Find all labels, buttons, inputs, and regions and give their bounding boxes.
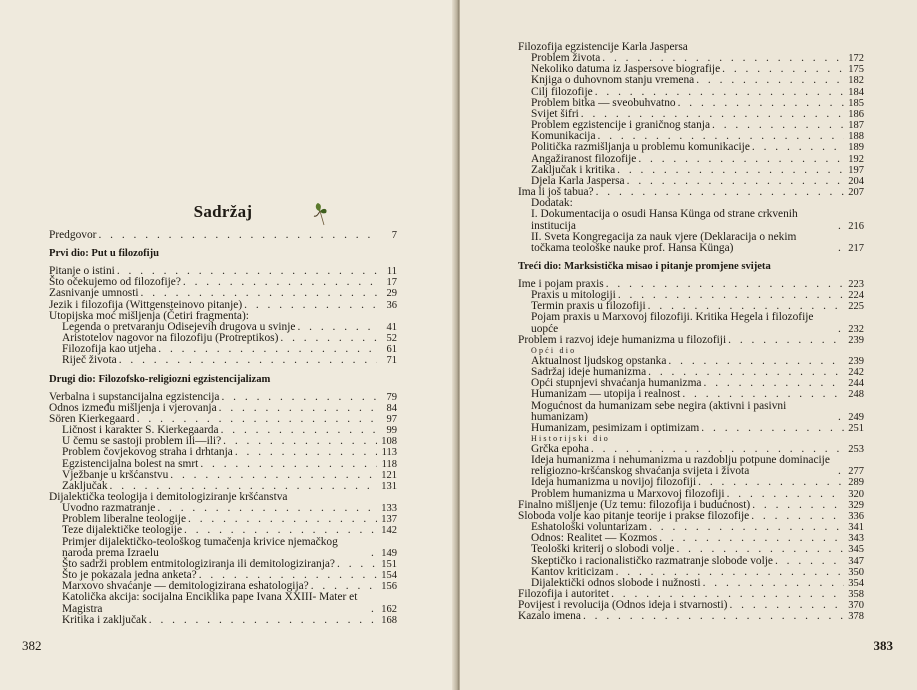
toc-entry-page: 378 — [848, 611, 864, 623]
toc-entry-title: Sören Kierkegaard — [49, 412, 135, 425]
toc-entry-title: Što je pokazala jedna anketa? — [62, 569, 197, 582]
dot-leader — [221, 425, 377, 436]
toc-entry-title: Legenda o pretvaranju Odisejevih drugova u svinje — [62, 320, 296, 333]
toc-entry-title: I. Dokumentacija o osudi Hansa Künga od strane crkvenih institucija — [531, 208, 798, 232]
dot-leader — [751, 511, 844, 522]
toc-entry[interactable] — [49, 592, 397, 614]
dot-leader — [698, 477, 844, 488]
subsection-label: Opći dio — [531, 345, 577, 355]
toc-entry-title: Praxis u mitologiji — [531, 289, 616, 302]
toc-entry-page: 320 — [848, 488, 864, 500]
dot-leader — [371, 604, 377, 615]
toc-entry-title: U čemu se sastoji problem ili—ili? — [62, 435, 222, 448]
toc-entry-title: Primjer dijalektičko-teološkog tumačenja krivice njemačkog naroda prema Izraelu — [62, 535, 338, 559]
toc-right — [518, 42, 864, 623]
dot-leader — [752, 142, 844, 153]
toc-entry-title: Što očekujemo od filozofije? — [49, 276, 181, 289]
toc-entry-title: Dijalektički odnos slobode i nužnosti — [531, 576, 701, 589]
toc-entry-page: 71 — [386, 355, 397, 367]
toc-entry-page: 204 — [848, 175, 864, 187]
dot-leader — [752, 500, 844, 511]
right-page — [460, 0, 917, 690]
toc-entry-title: Teze dijalektičke teologije — [62, 524, 183, 537]
toc-entry-title: Filozofija egzistencije Karla Jaspersa — [518, 41, 688, 53]
toc-entry-title: Termin praxis u filozofiji — [531, 300, 646, 313]
toc-entry-page: 249 — [848, 411, 864, 423]
toc-entry-page: 133 — [381, 503, 397, 515]
toc-entry-page: 277 — [848, 466, 864, 478]
toc-entry-title: Teološki kriterij o slobodi volje — [531, 543, 675, 556]
toc-entry-page: 29 — [386, 288, 397, 300]
toc-entry-title: Politička razmišljanja u problemu komunikacije — [531, 141, 750, 154]
toc-entry-title: Što sadrži problem entmitologiziranja ili demitologiziranja? — [62, 557, 335, 570]
dot-leader — [696, 75, 844, 86]
dot-leader — [157, 503, 377, 514]
dot-leader — [371, 548, 377, 559]
toc-entry-page: 216 — [848, 220, 864, 232]
dot-leader — [184, 525, 377, 536]
toc-entry-page: 36 — [386, 299, 397, 311]
toc-entry-page: 192 — [848, 153, 864, 165]
dot-leader — [119, 355, 377, 366]
dot-leader — [235, 447, 377, 458]
toc-entry-page: 188 — [848, 131, 864, 143]
toc-entry-title: Zaključak — [62, 479, 108, 492]
part-heading: Prvi dio: Put u filozofiju — [49, 248, 160, 260]
dot-leader — [280, 333, 377, 344]
dot-leader — [188, 514, 377, 525]
toc-entry-page: 11 — [386, 266, 397, 278]
toc-entry-title: Problem i razvoj ideje humanizma u filozofiji — [518, 333, 727, 346]
toc-entry-page: 187 — [848, 120, 864, 132]
toc-entry-title: Angažiranost filozofije — [531, 152, 637, 165]
toc-entry-page: 121 — [381, 469, 397, 481]
toc-entry-page: 224 — [848, 290, 864, 302]
toc-entry-title: Cilj filozofije — [531, 85, 593, 98]
toc-entry-title: Aristotelov nagovor na filozofiju (Protreptikos) — [62, 332, 279, 345]
toc-entry-page: 329 — [848, 499, 864, 511]
toc-entry-page: 162 — [381, 603, 397, 615]
toc-entry-title: Pojam praxis u Marxovoj filozofiji. Kritika Hegela i filozofije uopće — [531, 311, 814, 335]
toc-entry[interactable] — [518, 312, 864, 334]
toc-entry-page: 239 — [848, 355, 864, 367]
toc-entry-page: 347 — [848, 555, 864, 567]
toc-entry-page: 341 — [848, 522, 864, 534]
toc-entry-page: 185 — [848, 97, 864, 109]
toc-entry-title: Skeptičko i racionalističko razmatranje slobode volje — [531, 554, 773, 567]
toc-entry-title: Komunikacija — [531, 130, 596, 143]
toc-entry-page: 99 — [386, 425, 397, 437]
toc-entry-title: Pitanje o istini — [49, 265, 115, 278]
toc-entry-page: 97 — [386, 413, 397, 425]
toc-entry-page: 197 — [848, 164, 864, 176]
toc-entry-title: Problem čovjekovog straha i drhtanja — [62, 446, 233, 459]
dot-leader — [183, 277, 377, 288]
dot-leader — [223, 436, 377, 447]
toc-entry-title: Kantov kriticizam — [531, 565, 614, 578]
toc-entry-title: Uvodno razmatranje — [62, 502, 156, 515]
dot-leader — [337, 559, 377, 570]
toc-entry[interactable] — [518, 544, 864, 555]
toc-entry-title: Katolička akcija: socijalna Enciklika pape Ivana XXIII- Mater et Magistra — [62, 591, 358, 615]
dot-leader — [297, 322, 377, 333]
toc-entry-title: Mogućnost da humanizam sebe negira (aktivni i pasivni humanizam) — [531, 399, 787, 423]
toc-entry-title: Grčka epoha — [531, 443, 589, 455]
dot-leader — [170, 470, 377, 481]
toc-entry[interactable] — [49, 615, 397, 626]
dot-leader — [638, 154, 844, 165]
toc-entry-title: Filozofija i autoritet — [518, 588, 610, 601]
toc-entry-page: 189 — [848, 142, 864, 154]
toc-entry-title: Humanizam, pesimizam i optimizam — [531, 421, 700, 434]
toc-entry-title: Ideja humanizma i nehumanizma u razdoblju potpune dominacije religiozno-kršćanskog shvaćanja svijeta i života — [531, 454, 830, 478]
toc-entry-page: 232 — [848, 323, 864, 335]
toc-entry-title: Odnos između mišljenja i vjerovanja — [49, 401, 217, 414]
toc-entry-page: 156 — [381, 581, 397, 593]
toc-entry-title: Vježbanje u kršćanstvu — [62, 468, 169, 481]
toc-entry-title: Egzistencijalna bolest na smrt — [62, 457, 199, 470]
toc-entry-page: 151 — [381, 558, 397, 570]
dot-leader — [729, 600, 844, 611]
toc-entry-page: 184 — [848, 86, 864, 98]
toc-entry-page: 350 — [848, 566, 864, 578]
toc-entry-title: Odnos: Realitet — Kozmos — [531, 532, 658, 545]
toc-entry-page: 108 — [381, 436, 397, 448]
dot-leader — [649, 522, 844, 533]
dot-leader — [712, 120, 844, 131]
toc-entry[interactable] — [49, 447, 397, 458]
toc-entry-page: 113 — [381, 447, 397, 459]
toc-entry-page: 207 — [848, 187, 864, 199]
toc-entry-page: 175 — [848, 64, 864, 76]
toc-entry-title: Sadržaj ideje humanizma — [531, 366, 647, 379]
toc-entry-title: Humanizam — utopija i realnost — [531, 388, 681, 401]
dot-leader — [141, 288, 377, 299]
toc-entry-page: 370 — [848, 600, 864, 612]
toc-entry-title: Marxovo shvaćanje — demitologizirana eshatologija? — [62, 580, 309, 593]
dot-leader — [618, 290, 844, 301]
toc-entry-title: Eshatološki voluntarizam — [531, 521, 648, 534]
dot-leader — [244, 300, 377, 311]
toc-entry[interactable] — [518, 423, 864, 434]
toc-entry-page: 7 — [391, 230, 397, 241]
dot-leader — [728, 335, 844, 346]
toc-entry-page: 168 — [381, 614, 397, 626]
toc-entry-page: 52 — [386, 333, 397, 345]
toc-entry-title: Verbalna i supstancijalna egzistencija — [49, 390, 220, 403]
toc-entry-page: 253 — [848, 444, 864, 455]
dot-leader — [158, 344, 377, 355]
dot-leader — [617, 165, 844, 176]
dot-leader — [703, 578, 844, 589]
dot-leader — [200, 459, 377, 470]
dot-leader — [659, 533, 844, 544]
toc-entry-title: Ima li još tabua? — [518, 186, 594, 199]
part-heading: Drugi dio: Filozofsko-religiozni egzistencijalizam — [49, 373, 271, 385]
toc-entry[interactable] — [49, 459, 397, 470]
toc-entry-page: 343 — [848, 533, 864, 545]
toc-entry-title: Ideja humanizma u novijoj filozofiji — [531, 476, 697, 489]
dot-leader — [596, 187, 844, 198]
toc-entry-title: Problem egzistencije i graničnog stanja — [531, 119, 711, 132]
dot-leader — [98, 230, 377, 241]
dot-leader — [221, 392, 377, 403]
toc-entry-page: 41 — [386, 321, 397, 333]
toc-entry-title: Filozofija kao utjeha — [62, 343, 157, 356]
toc-entry-title: Utopijska moć mišljenja (Četiri fragmenta): — [49, 309, 249, 322]
toc-entry[interactable] — [49, 355, 397, 366]
toc-entry-title: Predgovor — [49, 229, 97, 241]
dot-leader — [775, 556, 844, 567]
left-page — [0, 0, 456, 690]
toc-entry-page: 354 — [848, 577, 864, 589]
dot-leader — [701, 423, 844, 434]
toc-entry-title: Problem liberalne teologije — [62, 513, 186, 526]
toc-entry-title: Jezik i filozofija (Wittgensteinovo pitanje) — [49, 298, 243, 311]
toc-entry-title: Aktualnost ljudskog opstanka — [531, 354, 667, 367]
toc-entry-title: Knjiga o duhovnom stanju vremena — [531, 74, 695, 87]
toc-entry-title: Kazalo imena — [518, 610, 581, 623]
toc-entry-page: 217 — [848, 242, 864, 254]
toc-entry-page: 225 — [848, 301, 864, 313]
dot-leader — [838, 324, 844, 335]
toc-entry-page: 248 — [848, 389, 864, 401]
toc-entry[interactable] — [518, 209, 864, 231]
dot-leader — [838, 466, 844, 477]
page-number: 382 — [22, 638, 42, 653]
dot-leader — [219, 403, 377, 414]
toc-entry-page: 172 — [848, 53, 864, 65]
toc-entry-title: Dodatak: — [531, 197, 573, 210]
toc-entry-title: Riječ života — [62, 354, 117, 367]
toc-entry-title: II. Sveta Kongregacija za nauk vjere (Deklaracija o nekim točkama teološke nauke prof. Hansa Künga) — [531, 230, 797, 254]
toc-entry-title: Opći stupnjevi shvaćanja humanizma — [531, 377, 702, 390]
toc-entry[interactable] — [518, 389, 864, 400]
dot-leader — [668, 356, 844, 367]
toc-entry-title: Zaključak i kritika — [531, 163, 616, 176]
toc-entry-page: 149 — [381, 547, 397, 559]
toc-entry[interactable] — [49, 288, 397, 299]
toc-entry-page: 345 — [848, 544, 864, 556]
toc-entry-page: 17 — [386, 277, 397, 289]
dot-leader — [678, 98, 844, 109]
toc-entry[interactable] — [49, 230, 397, 241]
toc-entry-page: 358 — [848, 589, 864, 601]
toc-entry-page: 79 — [386, 391, 397, 403]
toc-entry-page: 154 — [381, 570, 397, 582]
toc-entry-page: 142 — [381, 525, 397, 537]
toc-entry-title: Svijet šifri — [531, 107, 579, 120]
toc-entry-page: 182 — [848, 75, 864, 87]
toc-entry-page: 251 — [848, 422, 864, 434]
dot-leader — [704, 378, 845, 389]
toc-entry-page: 242 — [848, 367, 864, 379]
toc-entry[interactable] — [518, 611, 864, 622]
toc-left — [49, 202, 397, 626]
toc-entry-title: Finalno mišljenje (Uz temu: filozofija i budućnost) — [518, 498, 751, 511]
toc-entry[interactable] — [518, 455, 864, 477]
dot-leader — [682, 389, 844, 400]
dot-leader — [722, 64, 844, 75]
dot-leader — [627, 176, 844, 187]
toc-entry-title: Ličnost i karakter S. Kierkegaarda — [62, 424, 219, 437]
dot-leader — [838, 243, 844, 254]
toc-entry-page: 131 — [381, 480, 397, 492]
toc-entry-title: Nekoliko datuma iz Jaspersove biografije — [531, 63, 721, 76]
toc-entry-page: 186 — [848, 108, 864, 120]
toc-entry-page: 336 — [848, 510, 864, 522]
dot-leader — [838, 221, 844, 232]
part-heading: Treći dio: Marksistička misao i pitanje promjene svijeta — [518, 260, 771, 272]
toc-entry-title: Problem života — [531, 52, 601, 65]
toc-entry[interactable] — [49, 525, 397, 536]
toc-entry-title: Zasnivanje umnosti — [49, 287, 139, 300]
toc-entry[interactable] — [518, 142, 864, 153]
toc-entry[interactable] — [518, 335, 864, 346]
dot-leader — [606, 279, 844, 290]
toc-entry-page: 84 — [386, 402, 397, 414]
toc-entry-page: 137 — [381, 514, 397, 526]
subsection-label: Historijski dio — [531, 434, 611, 443]
toc-entry-page: 244 — [848, 378, 864, 390]
dot-leader — [676, 544, 844, 555]
toc-entry-title: Problem humanizma u Marxovoj filozofiji — [531, 487, 725, 500]
toc-entry-page: 118 — [381, 458, 397, 470]
toc-entry-page: 223 — [848, 278, 864, 290]
toc-entry[interactable] — [518, 75, 864, 86]
toc-entry-page: 239 — [848, 334, 864, 346]
dot-leader — [838, 412, 844, 423]
toc-entry-title: Povijest i revolucija (Odnos ideja i stvarnosti) — [518, 599, 728, 612]
dot-leader — [583, 611, 844, 622]
toc-entry[interactable] — [518, 232, 864, 254]
toc-entry-title: Sloboda volje kao pitanje teorije i prakse filozofije — [518, 509, 750, 522]
toc-entry[interactable] — [518, 401, 864, 423]
toc-entry-title: Djela Karla Jaspersa — [531, 174, 625, 187]
toc-entry-title: Ime i pojam praxis — [518, 277, 604, 290]
toc-entry-title: Problem bitka — sveobuhvatno — [531, 96, 676, 109]
toc-entry-title: Kritika i zaključak — [62, 613, 147, 626]
dot-leader — [149, 615, 377, 626]
toc-entry[interactable] — [49, 537, 397, 559]
toc-entry-page: 61 — [386, 344, 397, 356]
page-number: 383 — [873, 638, 893, 653]
toc-entry-title: Dijalektička teologija i demitologiziranje kršćanstva — [49, 490, 288, 503]
page-title: Sadržaj — [193, 202, 253, 221]
toc-entry[interactable] — [518, 477, 864, 488]
toc-entry-page: 289 — [848, 477, 864, 489]
